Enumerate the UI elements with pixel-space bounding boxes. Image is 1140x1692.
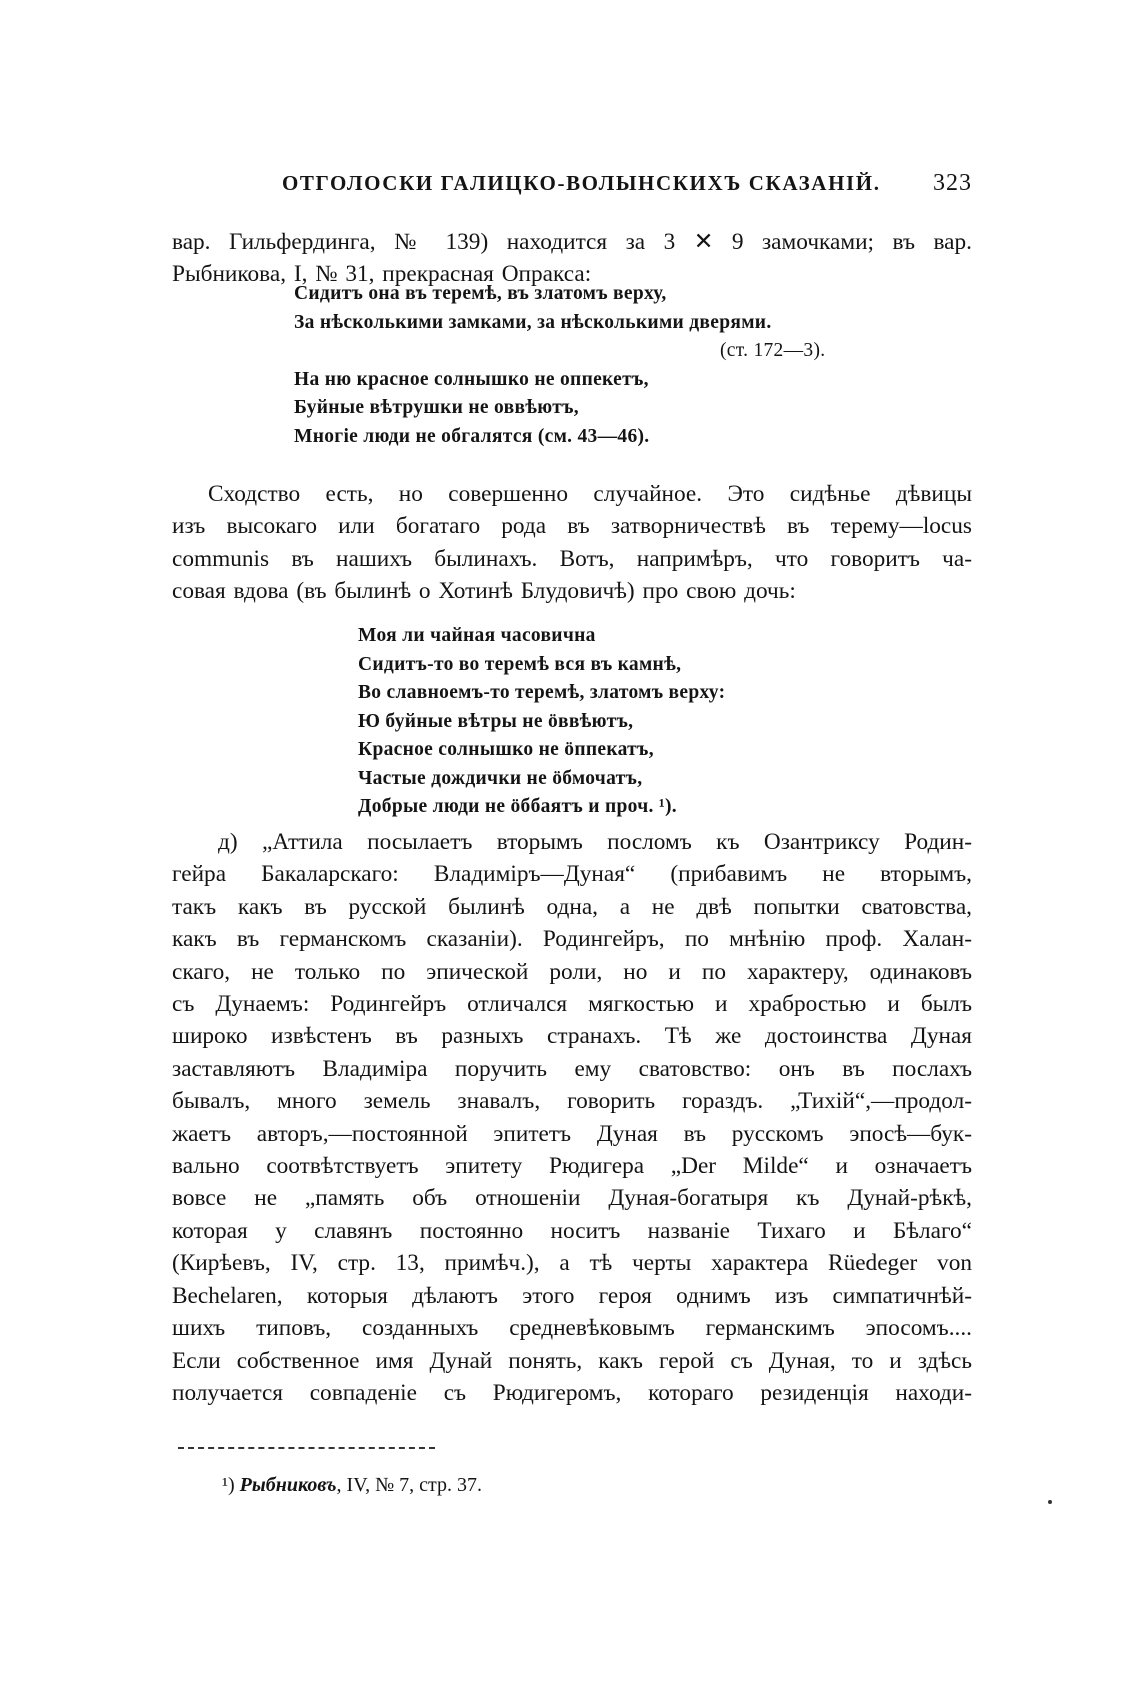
text-line: шихъ типовъ, созданныхъ средневѣковымъ германскимъ эпосомъ.... [172, 1315, 972, 1342]
text-line: какъ въ германскомъ сказаніи). Родингейръ, по мнѣнію проф. Халан- [172, 926, 972, 953]
print-speck [1048, 1500, 1052, 1504]
text-line: совая вдова (въ былинѣ о Хотинѣ Блудовичѣ) про свою дочь: [172, 578, 796, 605]
poem-line: Буйные вѣтрушки не оввѣютъ, [294, 397, 579, 418]
poem-line: Добрые люди не ӧббаятъ и проч. ¹). [358, 796, 677, 817]
page-number: 323 [933, 170, 972, 196]
text-line: съ Дунаемъ: Родингейръ отличался мягкостью и храбростью и былъ [172, 991, 972, 1018]
poem-line: Ю буйные вѣтры не ӧввѣютъ, [358, 710, 634, 732]
footnote-marker: ¹) [222, 1474, 235, 1496]
text-line: Сходство есть, но совершенно случайное. Это сидѣнье дѣвицы [208, 481, 972, 507]
paragraph-similarity [172, 478, 972, 608]
text-line: скаго, не только по эпической роли, но и по характеру, одинаковъ [172, 958, 972, 985]
text-line: которая у славянъ постоянно носитъ названіе Тихаго и Бѣлаго“ [172, 1217, 972, 1244]
poem-line: Красное солнышко не ӧппекатъ, [358, 739, 654, 760]
text-line: вар. Гильфердинга, № 139) находится за 3 ✕ 9 замочками; въ вар. [172, 229, 972, 255]
text-line: вовсе не „память объ отношеніи Дуная-богатыря къ Дунай-рѣкѣ, [172, 1185, 972, 1212]
text-line: получается совпаденіе съ Рюдигеромъ, котораго резиденція находи- [172, 1379, 972, 1406]
footnote-divider [178, 1447, 435, 1449]
text-line: д) „Аттила посылаетъ вторымъ посломъ къ Озантриксу Родин- [218, 829, 972, 855]
poem-line: За нѣсколькими замками, за нѣсколькими дверями. [294, 311, 772, 333]
page-header [282, 170, 972, 204]
verse-reference: (ст. 172—3). [720, 340, 826, 361]
text-line: Bechelaren, которыя дѣлаютъ этого героя однимъ изъ симпатичнѣй- [172, 1282, 972, 1309]
paragraph-attila [172, 826, 972, 1409]
text-line: communis въ нашихъ былинахъ. Вотъ, напримѣръ, что говоритъ ча- [172, 545, 972, 572]
poem-line: Многіе люди не обгалятся (см. 43—46). [294, 425, 650, 447]
poem-line: На ню красное солнышко не оппекетъ, [294, 368, 649, 390]
text-line: широко извѣстенъ въ разныхъ странахъ. Тѣ же достоинства Дуная [172, 1023, 972, 1050]
text-line: заставляютъ Владиміра поручить ему сватовство: онъ въ послахъ [172, 1055, 972, 1082]
text-line: такъ какъ въ русской былинѣ одна, а не двѣ попытки сватовства, [172, 893, 972, 920]
text-line: изъ высокаго или богатаго рода въ затворничествѣ въ терему—locus [172, 513, 972, 540]
poem-line: Сидитъ-то во теремѣ вся въ камнѣ, [358, 653, 682, 675]
text-line: Если собственное имя Дунай понять, какъ герой съ Дуная, то и здѣсь [172, 1347, 972, 1374]
poem-quote-1 [294, 280, 825, 451]
text-line: (Кирѣевъ, IV, стр. 13, примѣч.), а тѣ черты характера Rüedeger von [172, 1250, 972, 1277]
poem-line: Сидитъ она въ теремѣ, въ златомъ верху, [294, 283, 667, 304]
footnote-author: Рыбниковъ [239, 1474, 337, 1496]
footnote [222, 1474, 482, 1497]
text-line: Рыбникова, I, № 31, прекрасная Опракса: [172, 261, 592, 288]
text-line: гейра Бакаларскаго: Владиміръ—Дуная“ (прибавимъ не вторымъ, [172, 861, 972, 888]
poem-line: Во славноемъ-то теремѣ, златомъ верху: [358, 682, 726, 703]
poem-line: Моя ли чайная часовична [358, 625, 596, 646]
footnote-citation: , IV, № 7, стр. 37. [336, 1474, 483, 1496]
text-line: вально соотвѣтствуетъ эпитету Рюдигера „Der Milde“ и означаетъ [172, 1153, 972, 1180]
running-title: ОТГОЛОСКИ ГАЛИЦКО-ВОЛЫНСКИХЪ СКАЗАНІЙ. [282, 171, 881, 195]
text-line: бывалъ, много земель знавалъ, говорить гораздъ. „Тихій“,—продол- [172, 1088, 972, 1115]
poem-line: Частые дождички не ӧбмочатъ, [358, 767, 643, 789]
text-line: жаетъ авторъ,—постоянной эпитетъ Дуная въ русскомъ эпосѣ—бук- [172, 1120, 972, 1147]
poem-quote-2 [358, 622, 725, 822]
